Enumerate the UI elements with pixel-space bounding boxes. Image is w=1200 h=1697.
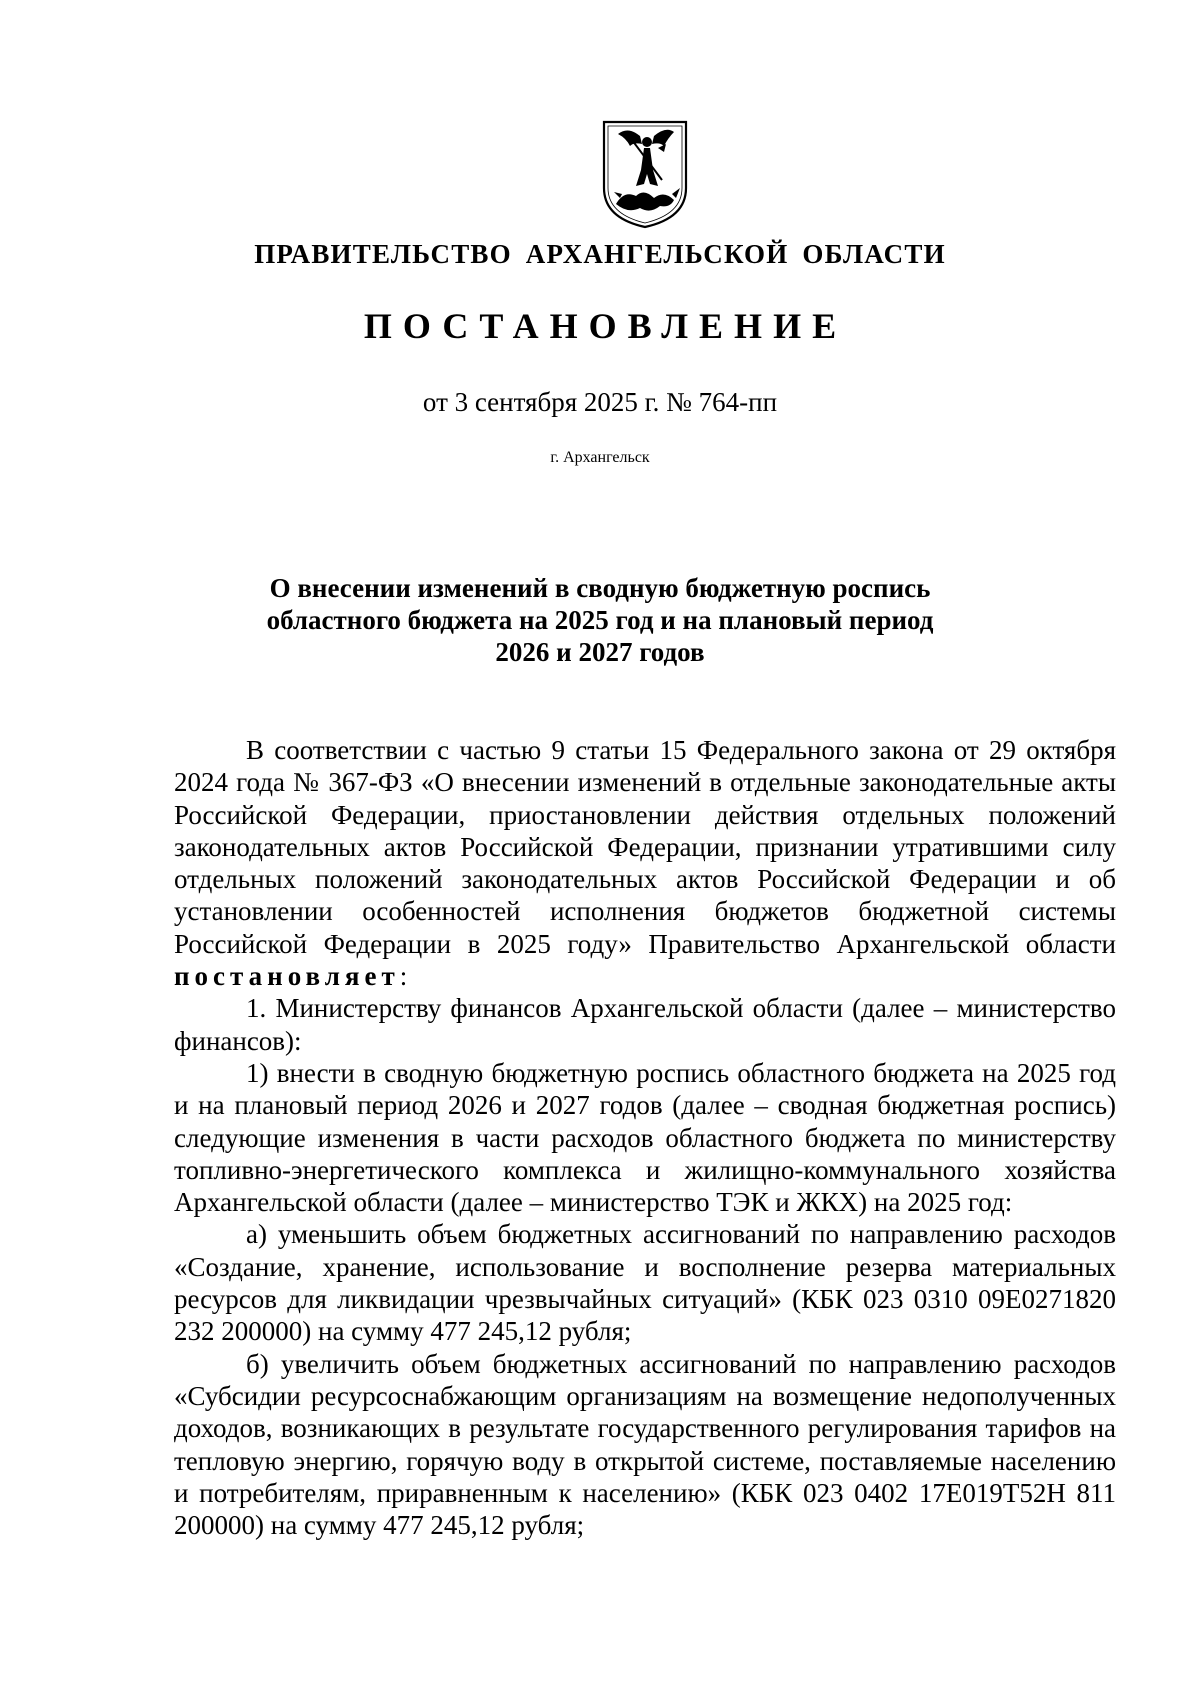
document-city: г. Архангельск	[550, 449, 650, 466]
document-date-number: от 3 сентября 2025 г. № 764-пп	[422, 387, 778, 417]
intro-paragraph	[174, 734, 1116, 992]
subject-line-1: О внесении изменений в сводную бюджетную роспись	[269, 573, 931, 603]
decree-colon: :	[399, 961, 408, 992]
subject-line-3: 2026 и 2027 годов	[495, 637, 705, 667]
item-a-paragraph: а) уменьшить объем бюджетных ассигнований по направлению расходов «Создание, хранение, использование и восполнение резерва материальных ресурсов для ликвидации чрезвычайных ситуаций» (КБК 023 0310 09Е0271820 232 200000) на сумму 477 245,12 рубля;	[174, 1219, 1116, 1347]
subject-line-2: областного бюджета на 2025 год и на плановый период	[266, 605, 934, 635]
item-1-paragraph: 1. Министерству финансов Архангельской области (далее – министерство финансов):	[174, 993, 1116, 1056]
government-title: ПРАВИТЕЛЬСТВО АРХАНГЕЛЬСКОЙ ОБЛАСТИ	[254, 239, 946, 269]
item-b-paragraph: б) увеличить объем бюджетных ассигнований по направлению расходов «Субсидии ресурсоснабжающим организациям на возмещение недополученных доходов, возникающих в результате государственного регулирования тарифов на тепловую энергию, горячую воду в открытой системе, поставляемые населению и потребителям, приравненным к населению» (КБК 023 0402 17Е019Т52Н 811 200000) на сумму 477 245,12 рубля;	[174, 1348, 1116, 1541]
document-body	[174, 734, 1116, 1541]
document-subject	[0, 572, 1200, 668]
decree-word: постановляет	[174, 961, 400, 992]
document-type-title: ПОСТАНОВЛЕНИЕ	[363, 306, 848, 346]
coat-of-arms-emblem	[600, 118, 690, 230]
item-1-1-paragraph: 1) внести в сводную бюджетную роспись областного бюджета на 2025 год и на плановый период 2026 и 2027 годов (далее – сводная бюджетная роспись) следующие изменения в части расходов областного бюджета по министерству топливно-энергетического комплекса и жилищно-коммунального хозяйства Архангельской области (далее – министерство ТЭК и ЖКХ) на 2025 год:	[174, 1057, 1116, 1218]
intro-text: В соответствии с частью 9 статьи 15 Федерального закона от 29 октября 2024 года № 367-ФЗ «О внесении изменений в отдельные законодательные акты Российской Федерации, приостановлении действия отдельных положений законодательных актов Российской Федерации, признании утратившими силу отдельных положений законодательных актов Российской Федерации и об установлении особенностей исполнения бюджетов бюджетной системы Российской Федерации в 2025 году» Правительство Архангельской области	[174, 735, 1116, 959]
